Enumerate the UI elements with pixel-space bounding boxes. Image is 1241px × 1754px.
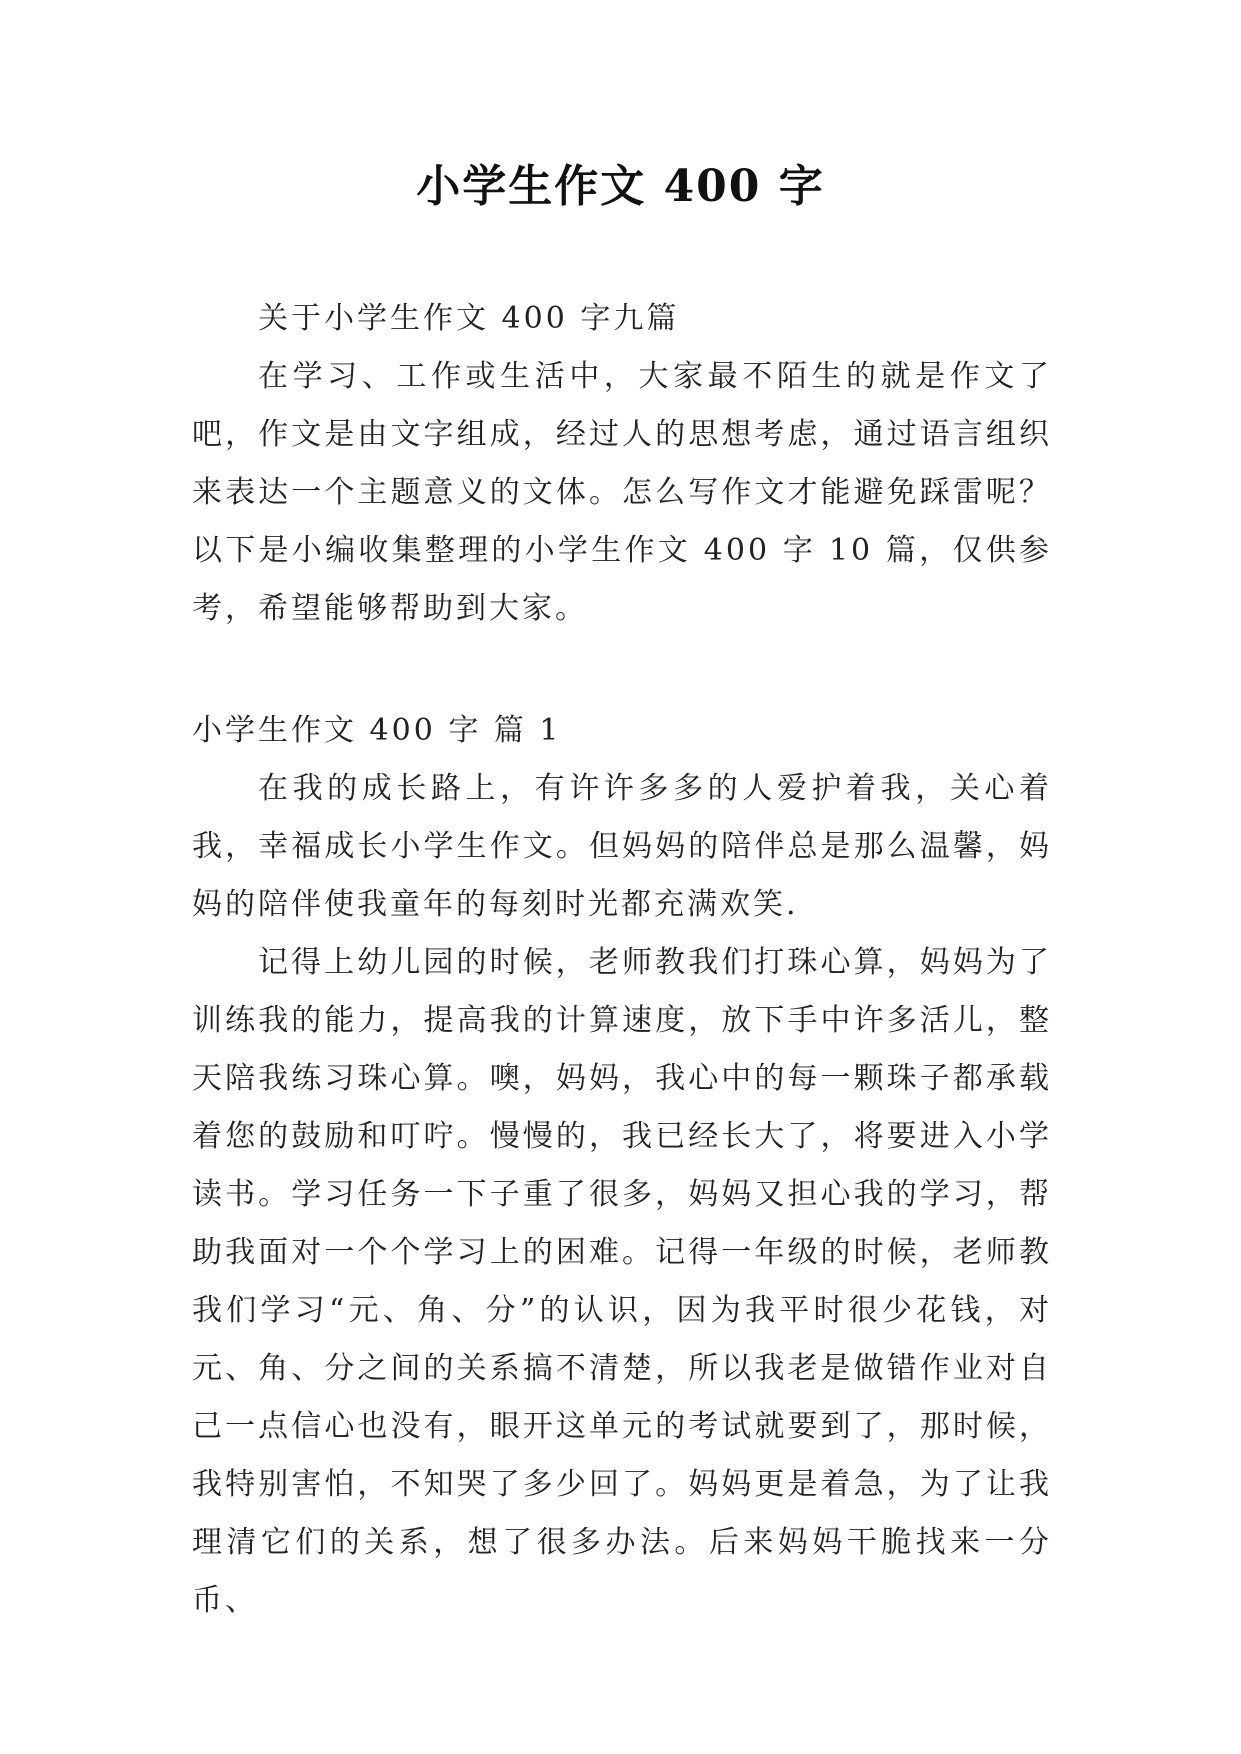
section-paragraph: 记得上幼儿园的时候，老师教我们打珠心算，妈妈为了训练我的能力，提高我的计算速度，放下手中许多活儿，整天陪我练习珠心算。噢，妈妈，我心中的每一颗珠子都承载着您的鼓励和叮咛。慢慢的，我已经长大了，将要进入小学读书。学习任务一下子重了很多，妈妈又担心我的学习，帮助我面对一个个学习上的困难。记得一年级的时候，老师教我们学习“元、角、分”的认识，因为我平时很少花钱，对元、角、分之间的关系搞不清楚，所以我老是做错作业对自己一点信心也没有，眼开这单元的考试就要到了，那时候，我特别害怕，不知哭了多少回了。妈妈更是着急，为了让我理清它们的关系，想了很多办法。后来妈妈干脆找来一分币、 xyxy=(192,945,1052,1618)
document-body xyxy=(192,290,1052,1630)
intro-paragraph: 在学习、工作或生活中，大家最不陌生的就是作文了吧，作文是由文字组成，经过人的思想考虑，通过语言组织来表达一个主题意义的文体。怎么写作文才能避免踩雷呢？以下是小编收集整理的小学生作文 400 字 10 篇，仅供参考，希望能够帮助到大家。 xyxy=(192,359,1052,626)
document-title: 小学生作文 400 字 xyxy=(416,161,825,212)
section-heading: 小学生作文 400 字 篇 1 xyxy=(192,713,562,748)
section-paragraph: 在我的成长路上，有许许多多的人爱护着我，关心着我，幸福成长小学生作文。但妈妈的陪伴总是那么温馨，妈妈的陪伴使我童年的每刻时光都充满欢笑. xyxy=(192,771,1052,922)
intro-heading: 关于小学生作文 400 字九篇 xyxy=(258,301,680,336)
